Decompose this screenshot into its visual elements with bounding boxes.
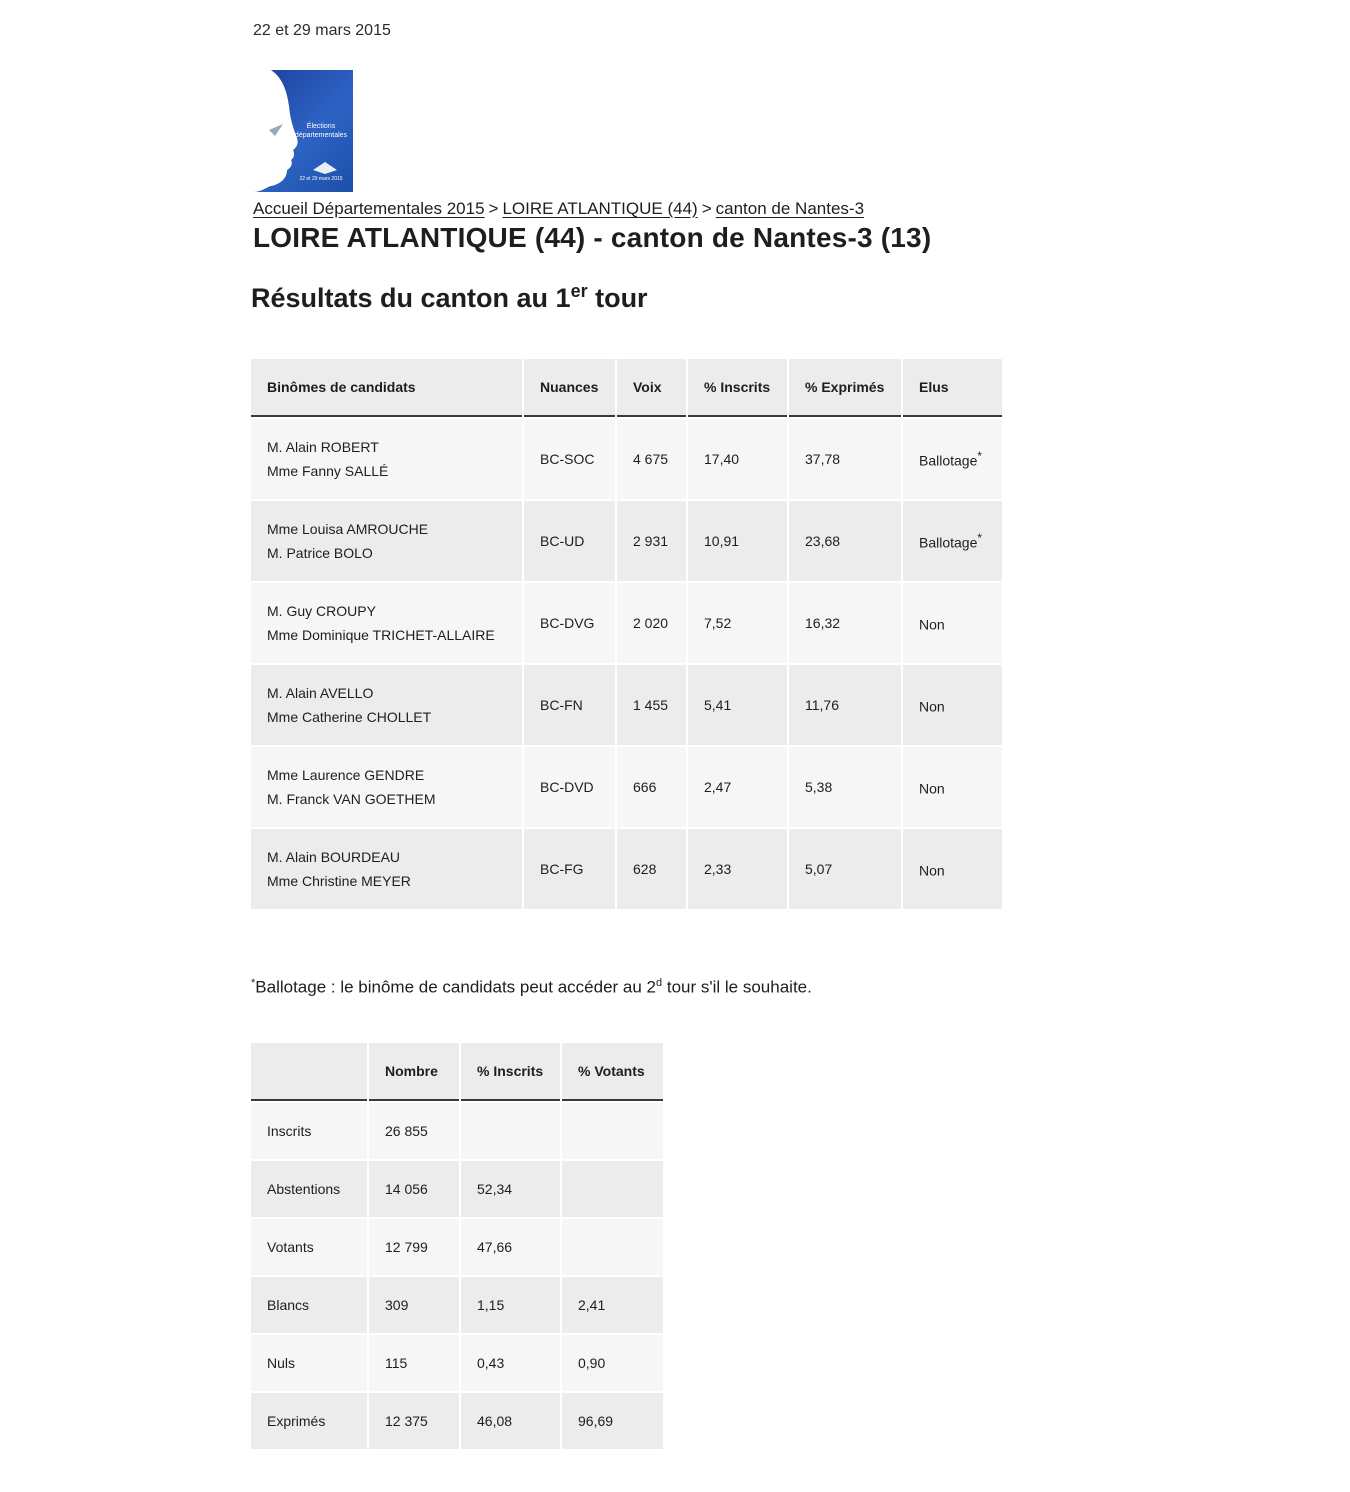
header-votants: % Votants [562, 1043, 663, 1101]
voix-cell: 2 020 [617, 581, 686, 663]
elu-status: Ballotage [919, 452, 978, 469]
voix-cell: 2 931 [617, 499, 686, 581]
footnote-sup: d [656, 977, 663, 989]
candidate-name: M. Alain ROBERT [267, 439, 379, 455]
nuance-cell: BC-DVD [524, 745, 615, 827]
exprimes-cell: 5,38 [789, 745, 901, 827]
stat-votants [562, 1159, 663, 1217]
stat-inscrits: 52,34 [461, 1159, 560, 1217]
elus-cell [903, 745, 1002, 827]
table-row [251, 1391, 663, 1449]
elu-status: Non [919, 698, 945, 715]
results-table [249, 359, 1004, 909]
nuance-cell: BC-FG [524, 827, 615, 909]
table-row [251, 1333, 663, 1391]
stat-votants [562, 1217, 663, 1275]
stat-nombre: 115 [369, 1333, 459, 1391]
header-inscrits: % Inscrits [688, 359, 787, 417]
stat-label: Blancs [251, 1275, 367, 1333]
elus-cell [903, 663, 1002, 745]
stat-nombre: 14 056 [369, 1159, 459, 1217]
stat-votants [562, 1101, 663, 1159]
logo-line-1: Élections [306, 123, 336, 130]
inscrits-cell: 17,40 [688, 417, 787, 499]
breadcrumb-canton-link[interactable]: canton de Nantes-3 [715, 199, 865, 218]
exprimes-cell: 11,76 [789, 663, 901, 745]
candidates-cell [251, 745, 522, 827]
table-row [251, 663, 1002, 745]
stat-inscrits: 47,66 [461, 1217, 560, 1275]
elu-status: Non [919, 862, 945, 879]
candidate-name: M. Franck VAN GOETHEM [267, 791, 436, 807]
section-title [251, 281, 648, 314]
candidate-name: M. Alain AVELLO [267, 685, 374, 701]
footnote-mark: * [977, 531, 982, 545]
table-row [251, 1101, 663, 1159]
breadcrumb-department-link[interactable]: LOIRE ATLANTIQUE (44) [502, 199, 698, 218]
breadcrumb-separator: > [488, 199, 499, 218]
candidates-cell [251, 663, 522, 745]
stat-label: Abstentions [251, 1159, 367, 1217]
header-elus: Elus [903, 359, 1002, 417]
stat-nombre: 26 855 [369, 1101, 459, 1159]
elu-status: Non [919, 616, 945, 633]
header-nuances: Nuances [524, 359, 615, 417]
candidates-cell [251, 581, 522, 663]
logo-date: 22 et 29 mars 2015 [299, 176, 343, 182]
candidates-cell [251, 499, 522, 581]
stat-votants: 96,69 [562, 1391, 663, 1449]
inscrits-cell: 10,91 [688, 499, 787, 581]
elu-status: Ballotage [919, 534, 978, 551]
voix-cell: 666 [617, 745, 686, 827]
candidate-name: Mme Louisa AMROUCHE [267, 521, 429, 537]
candidates-cell [251, 417, 522, 499]
section-title-sup: er [570, 281, 588, 301]
header-nombre: Nombre [369, 1043, 459, 1101]
stat-inscrits: 0,43 [461, 1333, 560, 1391]
logo-line-2: départementales [294, 132, 348, 139]
nuance-cell: BC-DVG [524, 581, 615, 663]
voix-cell: 628 [617, 827, 686, 909]
header-empty [251, 1043, 367, 1101]
stat-inscrits: 46,08 [461, 1391, 560, 1449]
nuance-cell: BC-UD [524, 499, 615, 581]
stat-votants: 2,41 [562, 1275, 663, 1333]
exprimes-cell: 23,68 [789, 499, 901, 581]
footnote-text: Ballotage : le binôme de candidats peut accéder au 2 [255, 977, 657, 997]
header-inscrits: % Inscrits [461, 1043, 560, 1101]
elus-cell [903, 581, 1002, 663]
stat-votants: 0,90 [562, 1333, 663, 1391]
breadcrumb-home-link[interactable]: Accueil Départementales 2015 [253, 199, 485, 218]
table-row [251, 581, 1002, 663]
breadcrumb-separator: > [701, 199, 712, 218]
candidate-name: M. Patrice BOLO [267, 545, 373, 561]
stat-nombre: 12 799 [369, 1217, 459, 1275]
candidate-name: M. Guy CROUPY [267, 603, 376, 619]
results-header-row [251, 359, 1002, 417]
table-row [251, 827, 1002, 909]
stat-label: Inscrits [251, 1101, 367, 1159]
inscrits-cell: 5,41 [688, 663, 787, 745]
inscrits-cell: 7,52 [688, 581, 787, 663]
candidate-name: Mme Catherine CHOLLET [267, 709, 432, 725]
stat-nombre: 309 [369, 1275, 459, 1333]
table-row [251, 417, 1002, 499]
table-row [251, 499, 1002, 581]
candidate-name: M. Alain BOURDEAU [267, 849, 401, 865]
stat-label: Exprimés [251, 1391, 367, 1449]
header-voix: Voix [617, 359, 686, 417]
candidate-name: Mme Fanny SALLÉ [267, 463, 389, 479]
section-title-suffix: tour [587, 283, 648, 313]
nuance-cell: BC-FN [524, 663, 615, 745]
exprimes-cell: 37,78 [789, 417, 901, 499]
elections-logo[interactable] [253, 70, 353, 192]
participation-table [249, 1043, 665, 1449]
candidate-name: Mme Dominique TRICHET-ALLAIRE [267, 627, 495, 643]
table-row [251, 745, 1002, 827]
table-row [251, 1217, 663, 1275]
stat-inscrits: 1,15 [461, 1275, 560, 1333]
breadcrumb [253, 199, 864, 219]
stat-label: Nuls [251, 1333, 367, 1391]
ballotage-footnote [251, 977, 812, 998]
page-title: LOIRE ATLANTIQUE (44) - canton de Nantes-3 (13) [253, 222, 932, 253]
stat-inscrits [461, 1101, 560, 1159]
logo-caption [293, 122, 349, 140]
nuance-cell: BC-SOC [524, 417, 615, 499]
election-date: 22 et 29 mars 2015 [253, 22, 391, 39]
elus-cell [903, 827, 1002, 909]
footnote-mark: * [251, 977, 256, 989]
inscrits-cell: 2,33 [688, 827, 787, 909]
candidates-cell [251, 827, 522, 909]
stat-label: Votants [251, 1217, 367, 1275]
candidate-name: Mme Christine MEYER [267, 873, 411, 889]
stat-nombre: 12 375 [369, 1391, 459, 1449]
exprimes-cell: 16,32 [789, 581, 901, 663]
voix-cell: 1 455 [617, 663, 686, 745]
elus-cell [903, 417, 1002, 499]
voix-cell: 4 675 [617, 417, 686, 499]
header-binomes: Binômes de candidats [251, 359, 522, 417]
footnote-text-end: tour s'il le souhaite. [662, 977, 812, 997]
candidate-name: Mme Laurence GENDRE [267, 767, 425, 783]
table-row [251, 1159, 663, 1217]
section-title-prefix: Résultats du canton au 1 [251, 283, 571, 313]
elus-cell [903, 499, 1002, 581]
footnote-mark: * [977, 449, 982, 463]
table-row [251, 1275, 663, 1333]
elu-status: Non [919, 780, 945, 797]
stats-header-row [251, 1043, 663, 1101]
header-exprimes: % Exprimés [789, 359, 901, 417]
exprimes-cell: 5,07 [789, 827, 901, 909]
inscrits-cell: 2,47 [688, 745, 787, 827]
